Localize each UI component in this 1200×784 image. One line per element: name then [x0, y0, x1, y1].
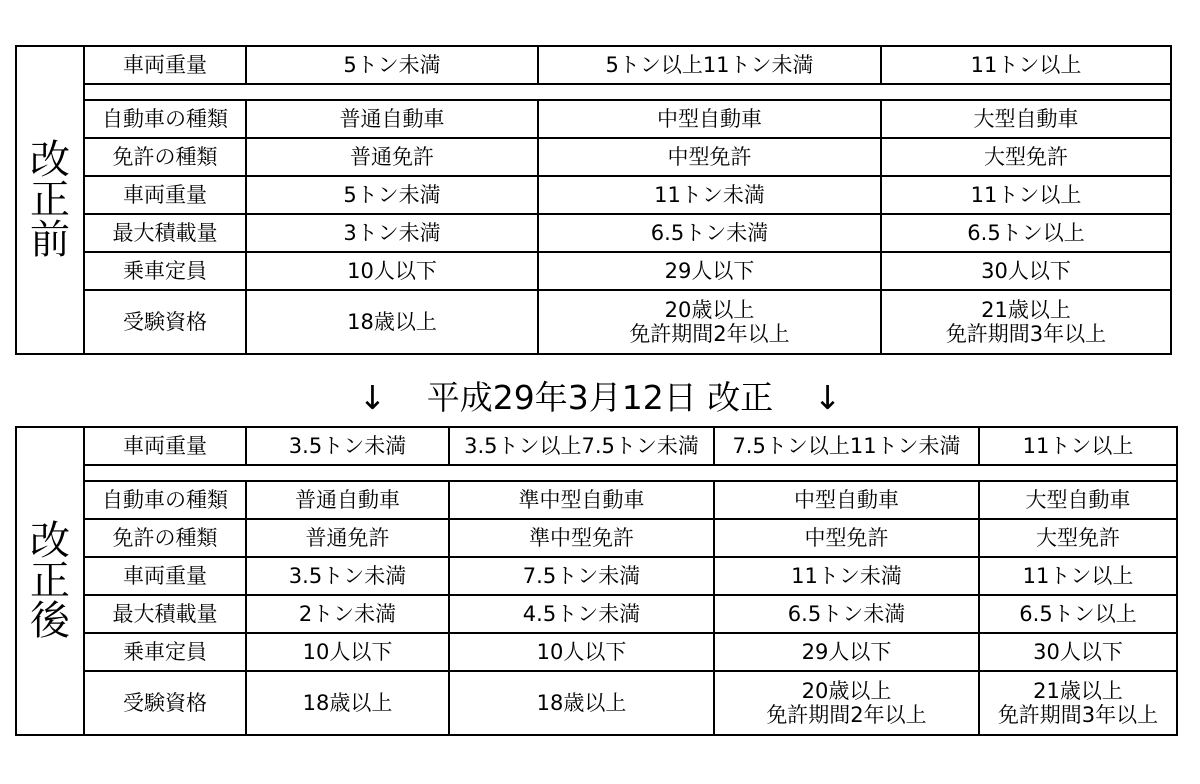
after-side-char: 正 — [30, 558, 70, 604]
row-label: 免許の種類 — [84, 519, 246, 557]
before-side-char: 前 — [30, 217, 70, 263]
after-side-char: 後 — [30, 598, 70, 644]
table-cell: 6.5トン未満 — [714, 595, 979, 633]
before-spacer-row — [84, 84, 1171, 100]
table-cell: 6.5トン未満 — [538, 214, 881, 252]
after-weight-header-cell: 7.5トン以上11トン未満 — [714, 427, 979, 465]
table-cell: 29人以下 — [714, 633, 979, 671]
after-spacer-row — [84, 465, 1177, 481]
revision-date-caption — [0, 370, 1200, 426]
table-cell: 準中型自動車 — [449, 481, 714, 519]
after-weight-header-cell: 11トン以上 — [979, 427, 1177, 465]
table-cell: 11トン未満 — [538, 176, 881, 214]
before-side-label — [16, 46, 84, 354]
table-cell: 10人以下 — [449, 633, 714, 671]
table-cell: 7.5トン未満 — [449, 557, 714, 595]
revision-date-text: 平成29年3月12日 改正 — [426, 378, 774, 417]
table-cell: 5トン未満 — [246, 176, 538, 214]
table-cell: 準中型免許 — [449, 519, 714, 557]
cell-line: 18歳以上 — [302, 691, 393, 715]
row-label: 免許の種類 — [84, 138, 246, 176]
table-cell: 大型免許 — [979, 519, 1177, 557]
table-cell — [449, 671, 714, 735]
cell-line: 免許期間2年以上 — [766, 703, 927, 727]
after-weight-header-cell: 3.5トン未満 — [246, 427, 449, 465]
before-revision-table — [15, 45, 1172, 355]
cell-line: 免許期間3年以上 — [997, 703, 1159, 727]
after-revision-table — [15, 426, 1178, 736]
row-label: 受験資格 — [84, 671, 246, 735]
table-cell: 大型自動車 — [979, 481, 1177, 519]
table-cell: 30人以下 — [979, 633, 1177, 671]
row-label: 車両重量 — [84, 557, 246, 595]
cell-line: 20歳以上 — [801, 679, 892, 703]
table-cell: 普通自動車 — [246, 481, 449, 519]
row-label: 受験資格 — [84, 290, 246, 354]
table-cell: 11トン以上 — [979, 557, 1177, 595]
table-cell: 普通免許 — [246, 138, 538, 176]
table-cell — [881, 290, 1171, 354]
table-cell: 29人以下 — [538, 252, 881, 290]
table-cell: 普通自動車 — [246, 100, 538, 138]
table-cell: 中型免許 — [538, 138, 881, 176]
row-label: 最大積載量 — [84, 214, 246, 252]
table-cell — [979, 671, 1177, 735]
table-cell: 大型自動車 — [881, 100, 1171, 138]
before-weight-header-cell: 5トン以上11トン未満 — [538, 46, 881, 84]
table-cell: 6.5トン以上 — [881, 214, 1171, 252]
cell-line: 免許期間2年以上 — [629, 322, 790, 346]
before-side-char: 正 — [30, 177, 70, 223]
table-cell: 10人以下 — [246, 252, 538, 290]
row-label: 自動車の種類 — [84, 100, 246, 138]
down-arrow-icon: ↓ — [358, 378, 387, 417]
after-side-label — [16, 427, 84, 735]
table-cell — [246, 290, 538, 354]
cell-line: 18歳以上 — [536, 691, 627, 715]
table-cell: 中型免許 — [714, 519, 979, 557]
table-cell: 6.5トン以上 — [979, 595, 1177, 633]
after-weight-header-label: 車両重量 — [84, 427, 246, 465]
table-cell — [714, 671, 979, 735]
table-cell: 30人以下 — [881, 252, 1171, 290]
table-cell: 4.5トン未満 — [449, 595, 714, 633]
row-label: 車両重量 — [84, 176, 246, 214]
before-weight-header-cell: 5トン未満 — [246, 46, 538, 84]
cell-line: 免許期間3年以上 — [945, 322, 1107, 346]
table-cell: 11トン未満 — [714, 557, 979, 595]
table-cell: 普通免許 — [246, 519, 449, 557]
before-weight-header-cell: 11トン以上 — [881, 46, 1171, 84]
table-cell: 中型自動車 — [714, 481, 979, 519]
after-side-char: 改 — [30, 518, 70, 564]
table-cell: 中型自動車 — [538, 100, 881, 138]
table-cell: 3.5トン未満 — [246, 557, 449, 595]
table-cell: 大型免許 — [881, 138, 1171, 176]
cell-line: 21歳以上 — [981, 298, 1071, 322]
table-cell — [246, 671, 449, 735]
row-label: 自動車の種類 — [84, 481, 246, 519]
row-label: 乗車定員 — [84, 252, 246, 290]
row-label: 乗車定員 — [84, 633, 246, 671]
row-label: 最大積載量 — [84, 595, 246, 633]
cell-line: 21歳以上 — [1033, 679, 1123, 703]
cell-line: 18歳以上 — [347, 310, 437, 334]
table-cell: 3トン未満 — [246, 214, 538, 252]
table-cell: 10人以下 — [246, 633, 449, 671]
before-side-char: 改 — [30, 137, 70, 183]
down-arrow-icon: ↓ — [813, 378, 842, 417]
cell-line: 20歳以上 — [664, 298, 755, 322]
before-weight-header-label: 車両重量 — [84, 46, 246, 84]
table-cell: 2トン未満 — [246, 595, 449, 633]
after-weight-header-cell: 3.5トン以上7.5トン未満 — [449, 427, 714, 465]
table-cell: 11トン以上 — [881, 176, 1171, 214]
table-cell — [538, 290, 881, 354]
